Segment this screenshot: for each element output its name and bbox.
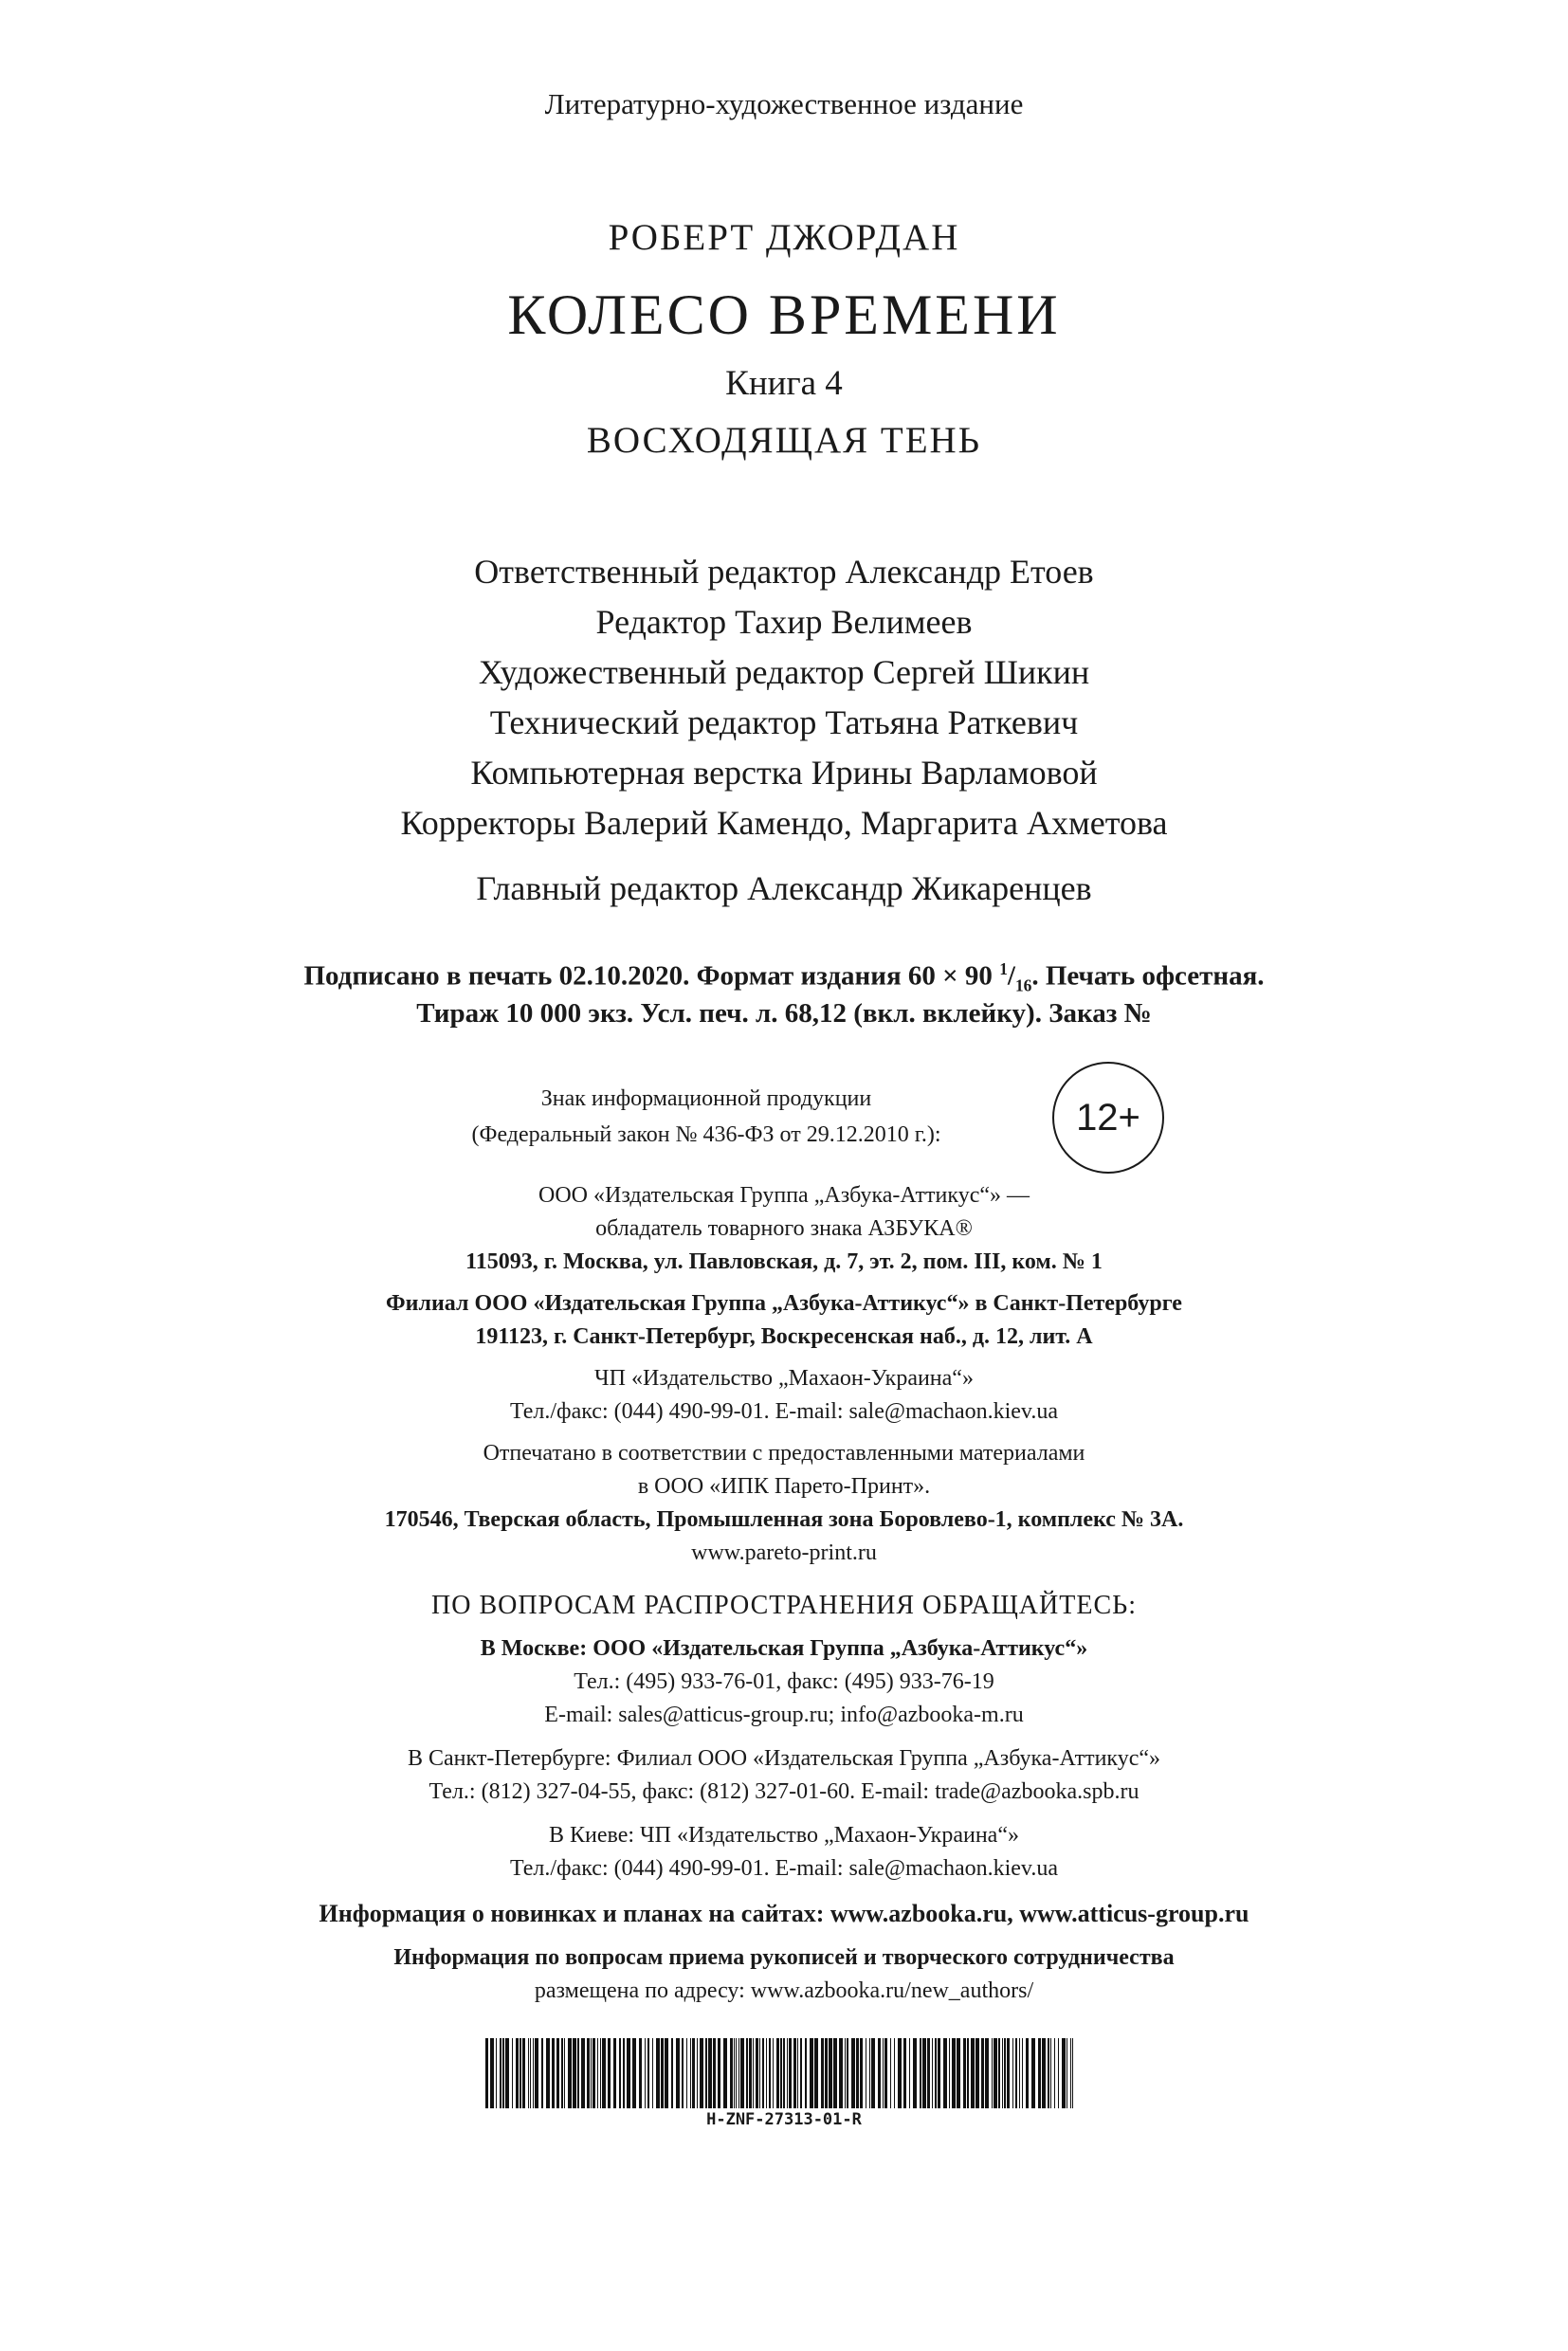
publisher-line: в ООО «ИПК Парето-Принт». xyxy=(637,1474,931,1499)
barcode xyxy=(485,2038,1073,2108)
author-name: РОБЕРТ ДЖОРДАН xyxy=(608,217,960,258)
distribution-heading: ПО ВОПРОСАМ РАСПРОСТРАНЕНИЯ ОБРАЩАЙТЕСЬ: xyxy=(431,1591,1137,1620)
series-title: КОЛЕСО ВРЕМЕНИ xyxy=(507,283,1061,346)
distribution-line: В Москве: ООО «Издательская Группа „Азбука-Аттикус“» xyxy=(480,1636,1088,1661)
publisher-line: Тел./факс: (044) 490-99-01. E-mail: sale@machaon.kiev.ua xyxy=(509,1399,1059,1424)
info-sign-line: Знак информационной продукции xyxy=(540,1086,872,1111)
print-run-line: Тираж 10 000 экз. Усл. печ. л. 68,12 (вкл. вклейку). Заказ № xyxy=(416,998,1152,1029)
barcode-text: H-ZNF-27313-01-R xyxy=(706,2110,862,2129)
info-sign-law: (Федеральный закон № 436-ФЗ от 29.12.2010 г.): xyxy=(471,1122,941,1147)
chief-editor-line: Главный редактор Александр Жикаренцев xyxy=(476,869,1092,907)
distribution-line: В Санкт-Петербурге: Филиал ООО «Издательская Группа „Азбука-Аттикус“» xyxy=(407,1746,1161,1771)
publisher-line: обладатель товарного знака АЗБУКА® xyxy=(595,1216,973,1241)
credit-line: Корректоры Валерий Камендо, Маргарита Ахметова xyxy=(400,804,1168,842)
publisher-line: Филиал ООО «Издательская Группа „Азбука-Аттикус“» в Санкт-Петербурге xyxy=(386,1291,1182,1316)
credit-line: Редактор Тахир Велимеев xyxy=(595,603,973,641)
credit-line: Художественный редактор Сергей Шикин xyxy=(478,653,1090,691)
publisher-line: ЧП «Издательство „Махаон-Украина“» xyxy=(594,1366,974,1391)
credit-line: Технический редактор Татьяна Раткевич xyxy=(489,703,1079,741)
distribution-line: E-mail: sales@atticus-group.ru; info@azbooka-m.ru xyxy=(544,1703,1024,1727)
distribution-line: Информация о новинках и планах на сайтах: www.azbooka.ru, www.atticus-group.ru xyxy=(319,1900,1249,1927)
publisher-line: 170546, Тверская область, Промышленная зона Боровлево-1, комплекс № 3А. xyxy=(384,1507,1184,1532)
credit-line: Ответственный редактор Александр Етоев xyxy=(474,553,1094,591)
credit-line: Компьютерная верстка Ирины Варламовой xyxy=(470,754,1098,792)
info-sign-text xyxy=(374,1081,1038,1153)
publisher-line: 115093, г. Москва, ул. Павловская, д. 7, эт. 2, пом. III, ком. № 1 xyxy=(465,1249,1103,1274)
genre-line: Литературно-художественное издание xyxy=(544,87,1024,120)
age-rating-badge: 12+ xyxy=(1052,1062,1164,1174)
distribution-line: размещена по адресу: www.azbooka.ru/new_authors/ xyxy=(534,1978,1034,2003)
print-info-line: Подписано в печать 02.10.2020. Формат издания 60 × 90 $^1/_{16}$. Печать офсетная. xyxy=(303,959,1265,995)
publisher-line: www.pareto-print.ru xyxy=(691,1540,877,1565)
book-title: ВОСХОДЯЩАЯ ТЕНЬ xyxy=(586,420,982,461)
publisher-line: 191123, г. Санкт-Петербург, Воскресенская наб., д. 12, лит. А xyxy=(475,1324,1093,1349)
book-number: Книга 4 xyxy=(725,364,843,403)
distribution-line: Тел.: (495) 933-76-01, факс: (495) 933-76-19 xyxy=(574,1669,994,1694)
distribution-line: Тел.: (812) 327-04-55, факс: (812) 327-01-60. E-mail: trade@azbooka.spb.ru xyxy=(428,1779,1140,1804)
distribution-line: Тел./факс: (044) 490-99-01. E-mail: sale@machaon.kiev.ua xyxy=(509,1856,1059,1881)
distribution-line: В Киеве: ЧП «Издательство „Махаон-Украина“» xyxy=(549,1823,1019,1848)
publisher-line: Отпечатано в соответствии с предоставленными материалами xyxy=(483,1441,1085,1466)
distribution-line: Информация по вопросам приема рукописей и творческого сотрудничества xyxy=(393,1945,1175,1970)
publisher-line: ООО «Издательская Группа „Азбука-Аттикус“» — xyxy=(538,1183,1030,1208)
